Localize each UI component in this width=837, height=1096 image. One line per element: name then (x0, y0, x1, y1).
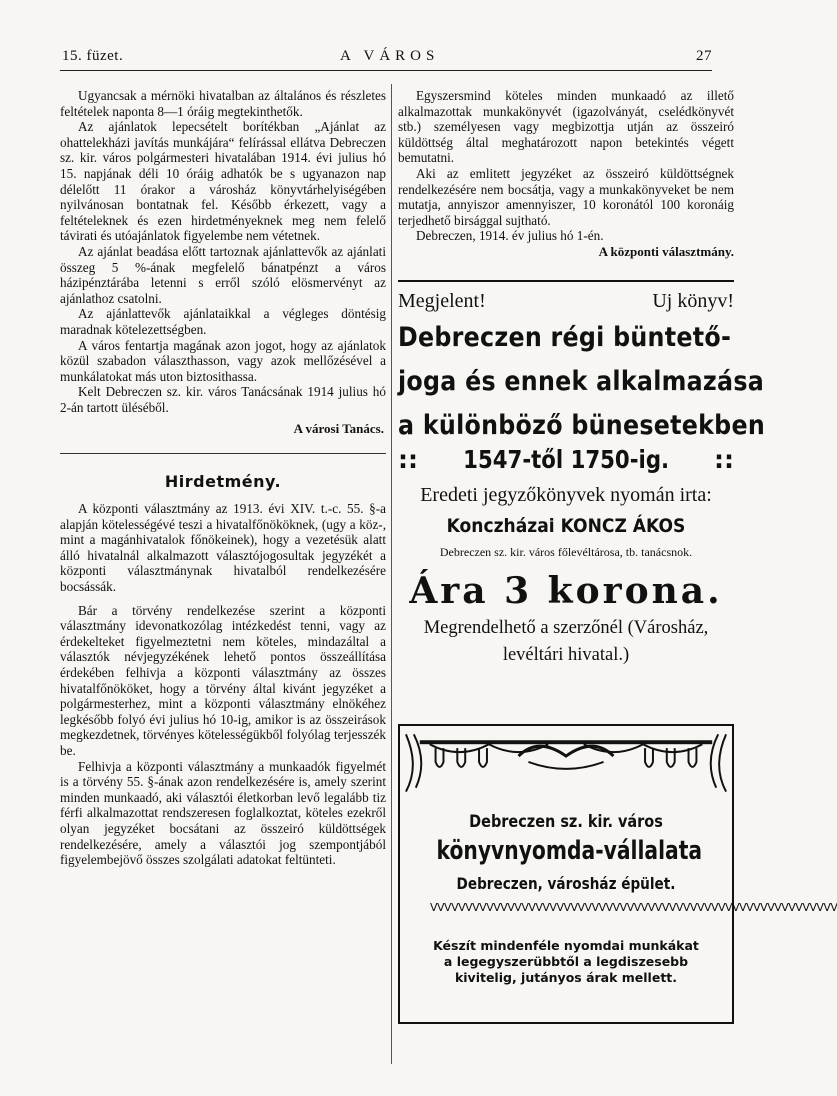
header-rule (60, 70, 712, 71)
right-column (398, 88, 766, 666)
author-name: Konczházai KONCZ ÁKOS (446, 514, 686, 537)
author-role: Debreczen sz. kir. város főlevéltárosa, tb. tanácsnok. (439, 544, 693, 559)
printing-owner: Debreczen sz. kir. város (469, 812, 663, 832)
deco-right: :: (714, 444, 734, 474)
services-line: a legegyszerübbtől a legdiszesebb (443, 954, 689, 969)
notice-paragraph: Felhivja a központi választmány a munkaadók figyelmét is a törvény 55. §-ának azon rendelkezésére is, amely szerint minden munkaadó, aki választói életkorban levő legalább tiz férfi alkalmazottat rendszeresen foglalkoztat, köteles ezekről olyan jegyzéket bocsátani az összeiró küldöttségek rendelkezésére, amely a választói jog szempontjából figyelembejövő összes szolgálati adatokat feltünteti. (60, 758, 386, 868)
paragraph: Debreczen, 1914. év julius hó 1-én. (416, 228, 604, 244)
paragraph: Az ajánlat beadása előtt tartoznak ajánlattevők az ajánlati összeg 5 %-ának megfelelő bánatpénzt a város házipénztárába letenni s erről szóló elösmervényt az ajánlathoz csatolni. (60, 243, 386, 306)
ornament-icon (400, 726, 732, 796)
paragraph: Aki az emlitett jegyzéket az összeiró küldöttségnek rendelkezésére nem bocsátja, vagy a munkakönyveket be nem mutatja, annyiszor amennyiszer, 10 koronától 100 koronáig terjedhető birsággal sujtható. (398, 165, 734, 228)
book-price: Ára 3 korona. (409, 569, 723, 612)
services-line: kivitelig, jutányos árak mellett. (454, 970, 678, 985)
committee-signature: A központi választmány. (598, 243, 734, 259)
order-line: Megrendelhető a szerzőnél (Városház, (423, 617, 709, 638)
publication-title: A VÁROS (340, 48, 440, 64)
notice-title: Hirdetmény. (164, 472, 282, 492)
author-by: Eredeti jegyzőkönyvek nyomán irta: (420, 483, 712, 506)
council-signature: A városi Tanács. (293, 421, 384, 437)
paragraph: Kelt Debreczen sz. kir. város Tanácsának 1914 julius hó 2-án tartott üléséből. (60, 384, 386, 415)
paragraph: Az ajánlattevők ajánlataikkal a végleges döntésig maradnak kötelezettségben. (60, 306, 386, 337)
section-separator (60, 453, 386, 454)
book-years (398, 445, 734, 474)
notice-paragraph: A központi választmány az 1913. évi XIV. t.-c. 55. §-a alapján kötelességévé teszi a hivatalfőnököknek, (ugy a köz-, mint a magánhivatalok főnökeinek), hogy a vezetésük alatt álló hivatalnál alkalmazott választójogosultak jegyzékét a központi választmánynak hivatalból rendelkezésére bocsássák. (60, 501, 386, 595)
printing-name: könyvnyomda-vállalata (436, 836, 703, 866)
ad-header (398, 290, 734, 313)
printing-house-advertisement (398, 724, 837, 1024)
years-text: 1547-től 1750-ig. (463, 444, 669, 474)
order-line: levéltári hivatal.) (502, 644, 630, 665)
deco-left: :: (398, 444, 418, 474)
book-title-line: a különböző bünesetekben (398, 409, 766, 441)
left-column (60, 88, 386, 868)
book-title-line: Debreczen régi büntető- (398, 321, 732, 353)
issue-number: 15. füzet. (62, 48, 124, 64)
ad-published-label: Megjelent! (398, 289, 486, 312)
page-number: 27 (696, 48, 712, 64)
paragraph: A város fentartja magának azon jogot, hogy az ajánlatok közül szabadon választhasson, vagy azok mellőzésével a munkálatokat más uton biztosithassa. (60, 337, 386, 384)
column-divider (391, 84, 392, 1064)
paragraph: Egyszersmind köteles minden munkaadó az illető alkalmazottak munkakönyvét (igazolványát, cselédkönyvét stb.) személyesen vagy megbizottja utján az összeiró küldöttség által meghatározott napon betekintés végett bemutatni. (398, 88, 734, 166)
ad-new-book-label: Uj könyv! (652, 289, 734, 312)
printing-address: Debreczen, városház épület. (456, 874, 676, 893)
services-line: Készít mindenféle nyomdai munkákat (433, 938, 699, 953)
book-advertisement (398, 280, 766, 666)
notice-paragraph: Bár a törvény rendelkezése szerint a központi választmány idevonatkozólag intézkedést tenni, vagy az érdekelteket figyelmeztetni nem köteles, mindazáltal a választók névjegyzékének lehető pontos összeállítása érdekében felhivja a központi választmány az összes hivatalfőnököket, hogy a törvény által kivánt jegyzéket a polgármesterhez, mint a központi választmány elnökéhez legkésőbb folyó évi julius hó 10-ig, amikor is az összeirások megkezdetnek, törvényes kötelességükből folyólag terjesszék be. (60, 602, 386, 758)
printing-services (400, 938, 732, 986)
paragraph: Az ajánlatok lepecsételt borítékban „Ajánlat az ohattelekházi javítás munkájára“ felírással ellátva Debreczen sz. kir. város polgármesteri hivatalában 1914. évi julius hó 15. napjának déli 10 óráig adhatók be s ugyanazon nap délelőtt 11 órakor a városház könyvtárhelyiségében nyilvánosan bontatnak fel. Később érkezett, vagy a feltételeknek és ezen hirdetményeknek meg nem felelő távirati és utóajánlatok figyelembe nem vétetnek. (60, 119, 386, 244)
paragraph: Ugyancsak a mérnöki hivatalban az általános és részletes feltételek naponta 8—1 óráig megtekinthetők. (60, 88, 386, 119)
book-title-line: joga és ennek alkalmazása (398, 365, 765, 397)
decorative-v-line: VVVVVVVVVVVVVVVVVVVVVVVVVVVVVVVVVVVVVVVVVVVVVVVVVVVVVVVVVV (430, 901, 837, 914)
page-header (60, 48, 712, 70)
